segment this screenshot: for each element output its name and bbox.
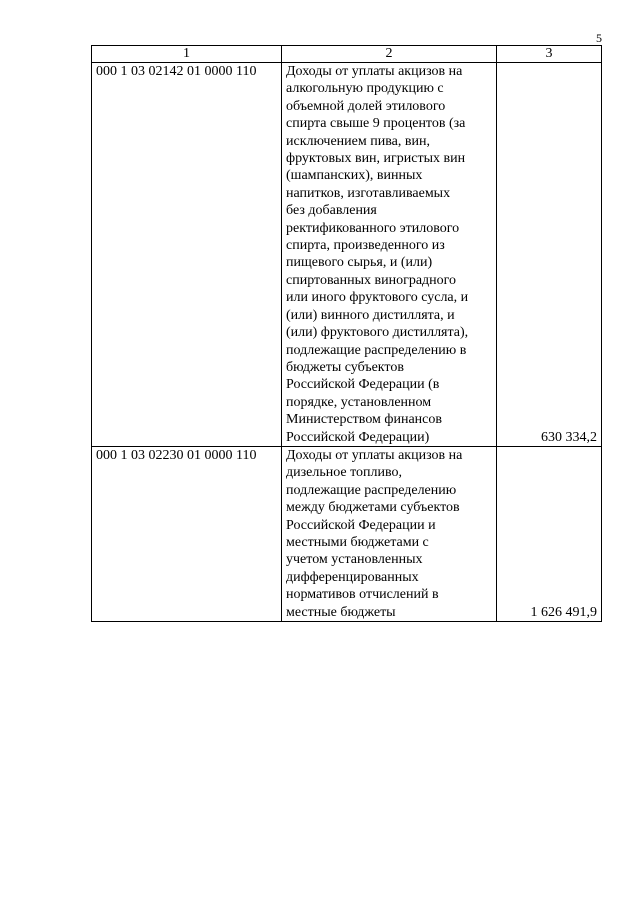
- description-line: напитков, изготавливаемых: [286, 185, 451, 201]
- description-line: между бюджетами субъектов: [286, 500, 460, 516]
- revenue-description-cell: [282, 63, 497, 447]
- classification-code-cell: 000 1 03 02230 01 0000 110: [92, 446, 282, 621]
- amount-cell: 1 626 491,9: [497, 446, 602, 621]
- revenue-table: [91, 45, 602, 622]
- description-line: Российской Федерации): [286, 429, 430, 445]
- table-row: [92, 63, 602, 447]
- description-line: Российской Федерации (в: [286, 377, 440, 393]
- description-line: спирта, произведенного из: [286, 238, 445, 254]
- table-row: [92, 446, 602, 621]
- description-line: местные бюджеты: [286, 604, 396, 620]
- description-line: (шампанских), винных: [286, 168, 423, 184]
- description-line: (или) винного дистиллята, и: [286, 307, 455, 323]
- description-line: дизельное топливо,: [286, 465, 403, 481]
- column-header-description: 2: [282, 46, 497, 63]
- description-line: спирта свыше 9 процентов (за: [286, 116, 466, 132]
- description-line: нормативов отчислений в: [286, 587, 439, 603]
- revenue-description-cell: [282, 446, 497, 621]
- description-line: спиртованных виноградного: [286, 272, 457, 288]
- description-line: порядке, установленном: [286, 394, 432, 410]
- column-header-code: 1: [92, 46, 282, 63]
- classification-code-cell: 000 1 03 02142 01 0000 110: [92, 63, 282, 447]
- description-line: подлежащие распределению: [286, 482, 457, 498]
- description-line: пищевого сырья, и (или): [286, 255, 433, 271]
- description-line: Российской Федерации и: [286, 517, 436, 533]
- description-line: исключением пива, вин,: [286, 133, 430, 149]
- amount-cell: 630 334,2: [497, 63, 602, 447]
- column-header-amount: 3: [497, 46, 602, 63]
- description-line: Доходы от уплаты акцизов на: [286, 447, 463, 463]
- description-line: дифференцированных: [286, 569, 419, 585]
- page-number: 5: [596, 31, 602, 45]
- description-line: без добавления: [286, 203, 377, 219]
- description-line: (или) фруктового дистиллята),: [286, 325, 469, 341]
- description-line: бюджеты субъектов: [286, 359, 404, 375]
- table-header-row: [92, 46, 602, 63]
- description-line: местными бюджетами с: [286, 534, 429, 550]
- description-line: алкогольную продукцию с: [286, 81, 444, 97]
- description-line: ректификованного этилового: [286, 220, 460, 236]
- description-line: учетом установленных: [286, 552, 423, 568]
- description-line: Доходы от уплаты акцизов на: [286, 64, 463, 79]
- description-line: Министерством финансов: [286, 412, 442, 428]
- description-line: объемной долей этилового: [286, 98, 446, 114]
- description-line: подлежащие распределению в: [286, 342, 467, 358]
- description-line: фруктовых вин, игристых вин: [286, 151, 466, 167]
- description-line: или иного фруктового сусла, и: [286, 290, 469, 306]
